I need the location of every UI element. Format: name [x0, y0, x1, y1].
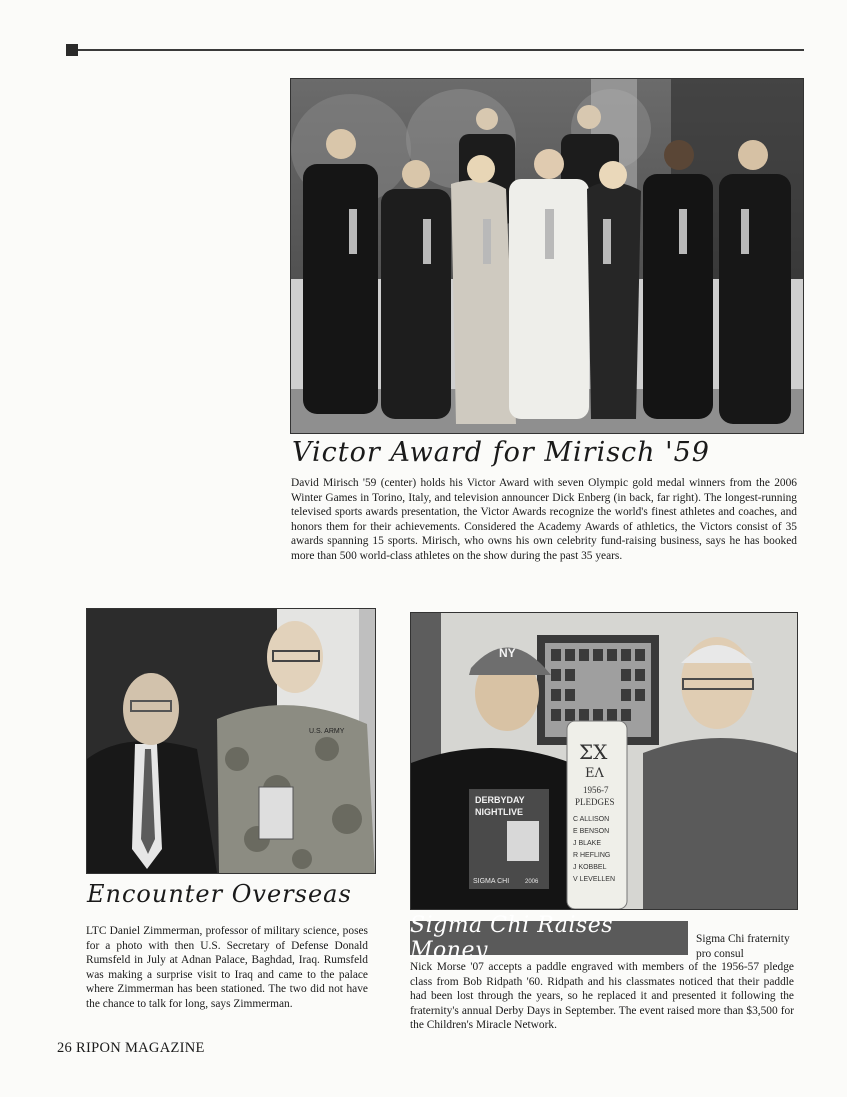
- paddle-year: 1956-7: [583, 785, 609, 795]
- paddle-name: J BLAKE: [573, 840, 602, 847]
- paddle-name: V LEVELLEN: [573, 876, 616, 883]
- sigma-chi-headline: Sigma Chi Raises Money: [410, 921, 688, 955]
- victor-award-headline: Victor Award for Mirisch '59: [292, 437, 710, 468]
- paddle-title: PLEDGES: [575, 797, 615, 807]
- uniform-tape-text: U.S. ARMY: [309, 728, 345, 735]
- sigma-chi-caption: Nick Morse '07 accepts a paddle engraved with members of the 1956-57 pledge class from Bob Ridpath '60. Ridpath and his classmates noticed that their paddle had been lost through the years, so he replaced it and presented it following the fraternity's annual Derby Days in September. The event raised more than $3,500 for the Children's Miracle Network.: [410, 961, 794, 1032]
- victor-award-photo: [290, 78, 804, 434]
- paddle-letters-mid: ΕΛ: [585, 766, 604, 781]
- paddle-letters-top: ΣΧ: [579, 740, 608, 764]
- encounter-overseas-headline: Encounter Overseas: [87, 880, 352, 908]
- paddle-name: C ALLISON: [573, 816, 610, 823]
- page-folio: 26 RIPON MAGAZINE: [57, 1040, 205, 1056]
- shirt-year-text: 2006: [525, 879, 539, 885]
- shirt-line2-text: NIGHTLIVE: [475, 807, 524, 817]
- paddle-name: E BENSON: [573, 828, 610, 835]
- shirt-footer-text: SIGMA CHI: [473, 878, 510, 885]
- paddle-name: J KOBBEL: [573, 864, 607, 871]
- sigma-chi-photo: [410, 612, 798, 910]
- encounter-overseas-caption: LTC Daniel Zimmerman, professor of military science, poses for a photo with then U.S. Secretary of Defense Donald Rumsfeld in July at Adnan Palace, Baghdad, Iraq. Rumsfeld was making a surprise visit to Iraq and came to the palace where Zimmerman has been stationed. The two did not have the chance to talk for long, says Zimmerman.: [86, 925, 368, 1010]
- shirt-line1-text: DERBYDAY: [475, 795, 525, 805]
- sigma-chi-caption-intro: Sigma Chi fraternity pro consul: [696, 933, 790, 960]
- cap-logo-text: NY: [499, 646, 516, 660]
- header-rule-marker: [66, 44, 78, 56]
- encounter-overseas-photo: [86, 608, 376, 874]
- paddle-name: R HEFLING: [573, 852, 611, 859]
- header-rule: [78, 49, 804, 51]
- victor-award-caption: David Mirisch '59 (center) holds his Victor Award with seven Olympic gold medal winners from the 2006 Winter Games in Torino, Italy, and television announcer Dick Enberg (in back, far right). The longest-running televised sports awards presentation, the Victor Awards recognize the world's finest athletes and coaches, and honors them for their achievements. Considered the Academy Awards of athletics, the Victors consist of 35 awards spanning 15 sports. Mirisch, who owns his own celebrity fund-raising business, says he has booked more than 500 world-class athletes on the show during the past 35 years.: [291, 477, 797, 562]
